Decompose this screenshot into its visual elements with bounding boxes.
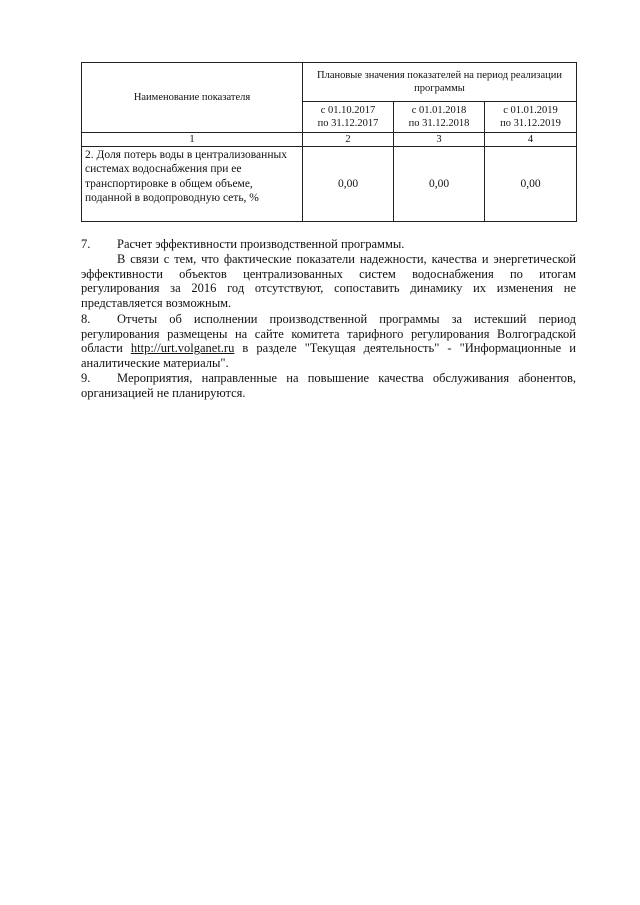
section-number: 7. [81,237,91,251]
column-number: 1 [82,133,303,147]
header-indicator-name: Наименование показателя [82,63,303,133]
period-to: по 31.12.2019 [500,118,561,129]
table-header-row [82,63,577,102]
column-number: 2 [303,133,394,147]
indicator-value: 0,00 [394,147,485,222]
section-number: 8. [81,312,91,326]
indicators-table [81,62,577,222]
section-text: Мероприятия, направленные на повышение качества обслуживания абонентов, организацией не планируются. [81,371,576,400]
header-plan-values: Плановые значения показателей на период реализации программы [303,63,577,102]
period-cell [485,102,577,133]
section-text: Отчеты об исполнении производственной программы за истекший период регулирования размещены на сайте комитета тарифного регулирования Волгоградской области [81,312,576,356]
section-text-continued: в разделе "Текущая деятельность" - "Информационные и аналитические материалы". [81,341,576,370]
period-cell [303,102,394,133]
section-7-heading [81,237,576,252]
column-number: 3 [394,133,485,147]
section-8 [81,312,576,370]
indicator-value: 0,00 [303,147,394,222]
period-from: с 01.01.2018 [411,105,467,116]
section-7-body [81,252,576,310]
period-to: по 31.12.2017 [317,118,379,129]
indicator-name: 2. Доля потерь воды в централизованных системах водоснабжения при ее транспортировке в общем объеме, поданной в водопроводную сеть, % [82,147,303,222]
period-cell [394,102,485,133]
section-number: 9. [81,371,91,385]
section-body-text: В связи с тем, что фактические показатели надежности, качества и энергетической эффективности объектов централизованных систем водоснабжения по итогам регулирования за 2016 год отсутствуют, сопоставить динамику их изменения не представляется возможным. [81,252,576,310]
section-9 [81,371,576,400]
period-from: с 01.01.2019 [503,105,558,116]
period-from: с 01.10.2017 [320,105,376,116]
section-title: Расчет эффективности производственной программы. [117,237,405,251]
table-row [82,147,577,222]
column-number: 4 [485,133,577,147]
period-to: по 31.12.2018 [408,118,470,129]
website-link[interactable]: http://urt.volganet.ru [130,341,235,356]
column-number-row [82,133,577,147]
indicator-value: 0,00 [485,147,577,222]
